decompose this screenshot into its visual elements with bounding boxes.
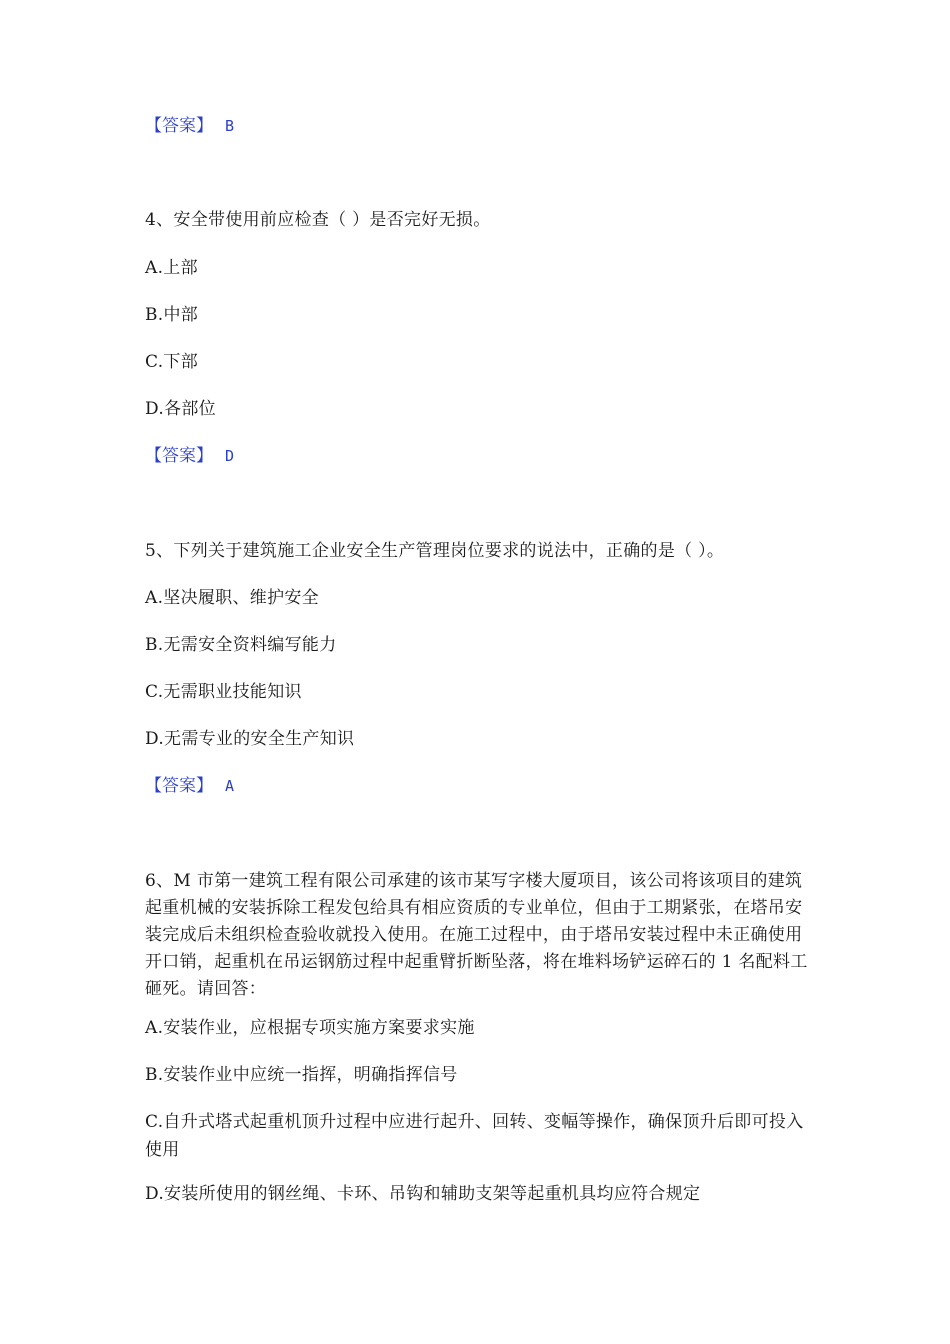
answer-value: D [225,447,235,465]
option-a: A.坚决履职、维护安全 [145,588,319,608]
option-b: B.无需安全资料编写能力 [145,635,337,655]
answer-line [145,114,234,138]
option-a: A.上部 [145,258,198,278]
answer-label: 【答案】 [145,116,213,136]
option-a: A.安装作业，应根据专项实施方案要求实施 [145,1018,475,1038]
answer-value: A [225,777,235,795]
option-c: C.下部 [145,352,199,372]
answer-label: 【答案】 [145,446,213,466]
answer-line [145,774,234,798]
option-d: D.各部位 [145,399,216,419]
question-stem: 6、M 市第一建筑工程有限公司承建的该市某写字楼大厦项目，该公司将该项目的建筑起重机械的安装拆除工程发包给具有相应资质的专业单位，但由于工期紧张，在塔吊安装完成后未组织检查验收就投入使用。在施工过程中，由于塔吊安装过程中未正确使用开口销，起重机在吊运钢筋过程中起重臂折断坠落，将在堆料场铲运碎石的 1 名配料工砸死。请回答： [145,871,808,999]
option-c: C.无需职业技能知识 [145,682,302,702]
option-b: B.中部 [145,305,199,325]
question-stem: 5、下列关于建筑施工企业安全生产管理岗位要求的说法中，正确的是（ ）。 [145,541,725,561]
question-stem: 4、安全带使用前应检查（ ）是否完好无损。 [145,210,491,230]
answer-value: B [225,117,235,135]
option-b: B.安装作业中应统一指挥，明确指挥信号 [145,1065,458,1085]
answer-label: 【答案】 [145,776,213,796]
option-c: C.自升式塔式起重机顶升过程中应进行起升、回转、变幅等操作，确保顶升后即可投入使用 [145,1112,804,1160]
answer-line [145,444,234,468]
option-d: D.无需专业的安全生产知识 [145,729,355,749]
option-d: D.安装所使用的钢丝绳、卡环、吊钩和辅助支架等起重机具均应符合规定 [145,1184,701,1204]
